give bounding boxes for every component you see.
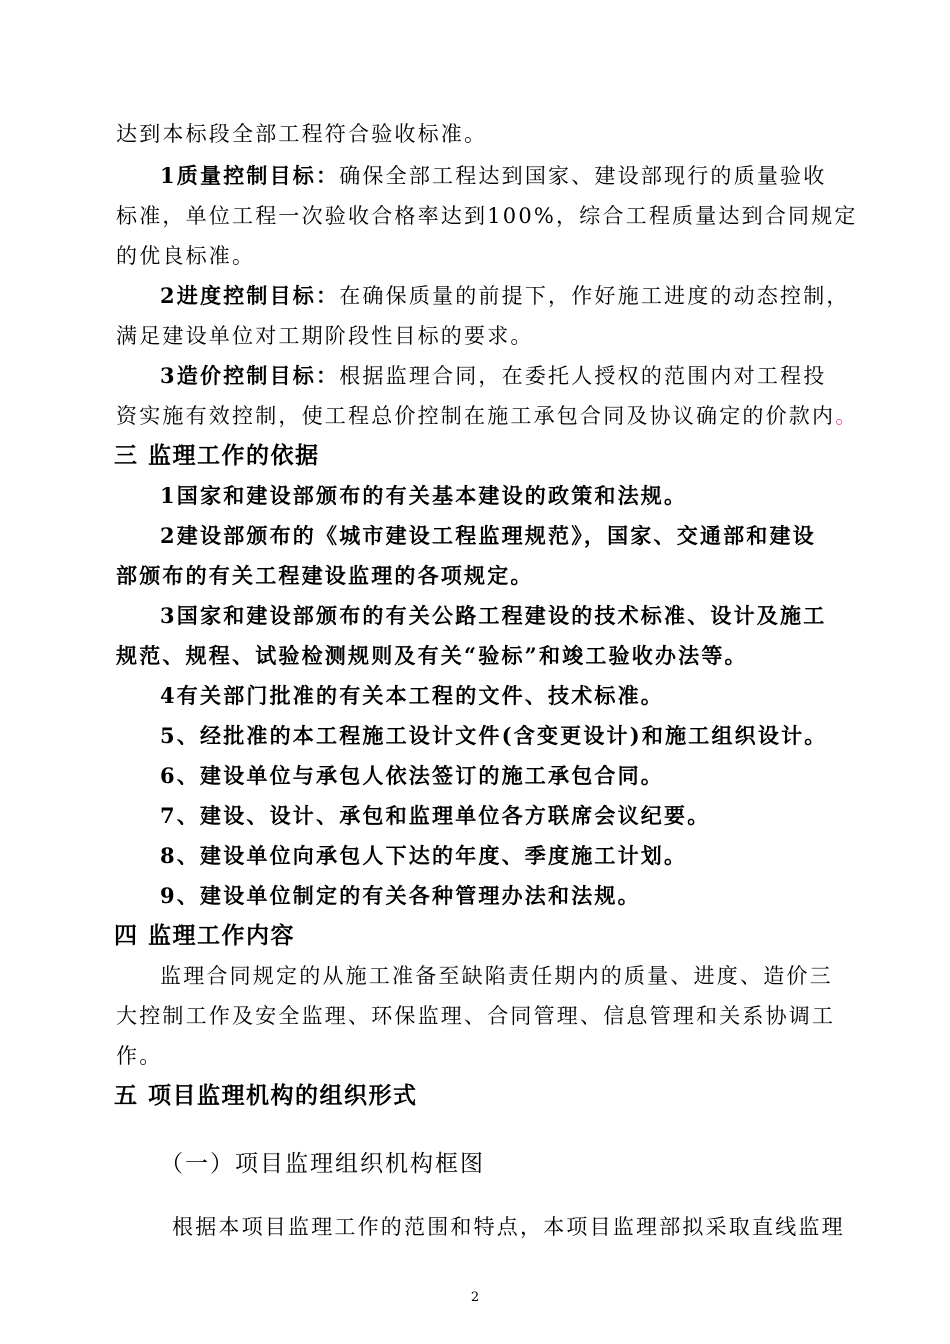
page-number: 2 (470, 1290, 480, 1305)
text-span: 达到本标段全部工程符合验收标准。 (116, 122, 488, 146)
list-item: 8、建设单位向承包人下达的年度、季度施工计划。 (160, 843, 688, 868)
quality-target-label: 1质量控制目标： (160, 163, 340, 188)
paragraph-line: 监理合同规定的从施工准备至缺陷责任期内的质量、进度、造价三 (160, 964, 833, 988)
subsection-heading: （一）项目监理组织机构框图 (160, 1151, 485, 1177)
list-item: 1国家和建设部颁布的有关基本建设的政策和法规。 (160, 483, 688, 508)
list-item: 5、经批准的本工程施工设计文件(含变更设计)和施工组织设计。 (160, 723, 828, 748)
text-span: 确保全部工程达到国家、建设部现行的质量验收 (339, 164, 827, 188)
paragraph-line: 根据本项目监理工作的范围和特点，本项目监理部拟采取直线监理 (172, 1215, 845, 1239)
list-item: 3国家和建设部颁布的有关公路工程建设的技术标准、设计及施工 (160, 603, 827, 628)
paragraph-line: 作。 (116, 1044, 163, 1068)
section-heading: 三 监理工作的依据 (114, 442, 320, 469)
list-item: 7、建设、设计、承包和监理单位各方联席会议纪要。 (160, 803, 711, 828)
text-span: 根据监理合同，在委托人授权的范围内对工程投 (339, 364, 827, 388)
paragraph-line (116, 402, 858, 430)
list-item: 规范、规程、试验检测规则及有关“验标”和竣工验收办法等。 (116, 643, 748, 668)
text-span: 。 (835, 404, 859, 428)
list-item: 部颁布的有关工程建设监理的各项规定。 (116, 563, 534, 588)
section-heading: 五 项目监理机构的组织形式 (114, 1082, 418, 1109)
paragraph-line (116, 322, 534, 350)
section-heading: 四 监理工作内容 (114, 922, 296, 949)
paragraph-line (116, 120, 487, 148)
text-span: 资实施有效控制，使工程总价控制在施工承包合同及协议确定的价款内 (116, 404, 836, 428)
text-span: 的优良标准。 (116, 244, 256, 268)
paragraph-line (160, 282, 850, 310)
cost-target-label: 3造价控制目标： (160, 363, 340, 388)
paragraph-line (116, 202, 858, 230)
list-item: 6、建设单位与承包人依法签订的施工承包合同。 (160, 763, 665, 788)
paragraph-line: 大控制工作及安全监理、环保监理、合同管理、信息管理和关系协调工 (116, 1004, 836, 1028)
paragraph-line (116, 242, 255, 270)
paragraph-line (160, 162, 826, 190)
list-item: 2建设部颁布的《城市建设工程监理规范》，国家、交通部和建设 (160, 523, 816, 548)
text-span: 满足建设单位对工期阶段性目标的要求。 (116, 324, 534, 348)
schedule-target-label: 2进度控制目标： (160, 283, 340, 308)
text-span: 在确保质量的前提下，作好施工进度的动态控制， (339, 284, 850, 308)
list-item: 4有关部门批准的有关本工程的文件、技术标准。 (160, 683, 665, 708)
paragraph-line (160, 362, 826, 390)
text-span: 标准，单位工程一次验收合格率达到100%，综合工程质量达到合同规定 (116, 204, 858, 228)
list-item: 9、建设单位制定的有关各种管理办法和法规。 (160, 883, 641, 908)
